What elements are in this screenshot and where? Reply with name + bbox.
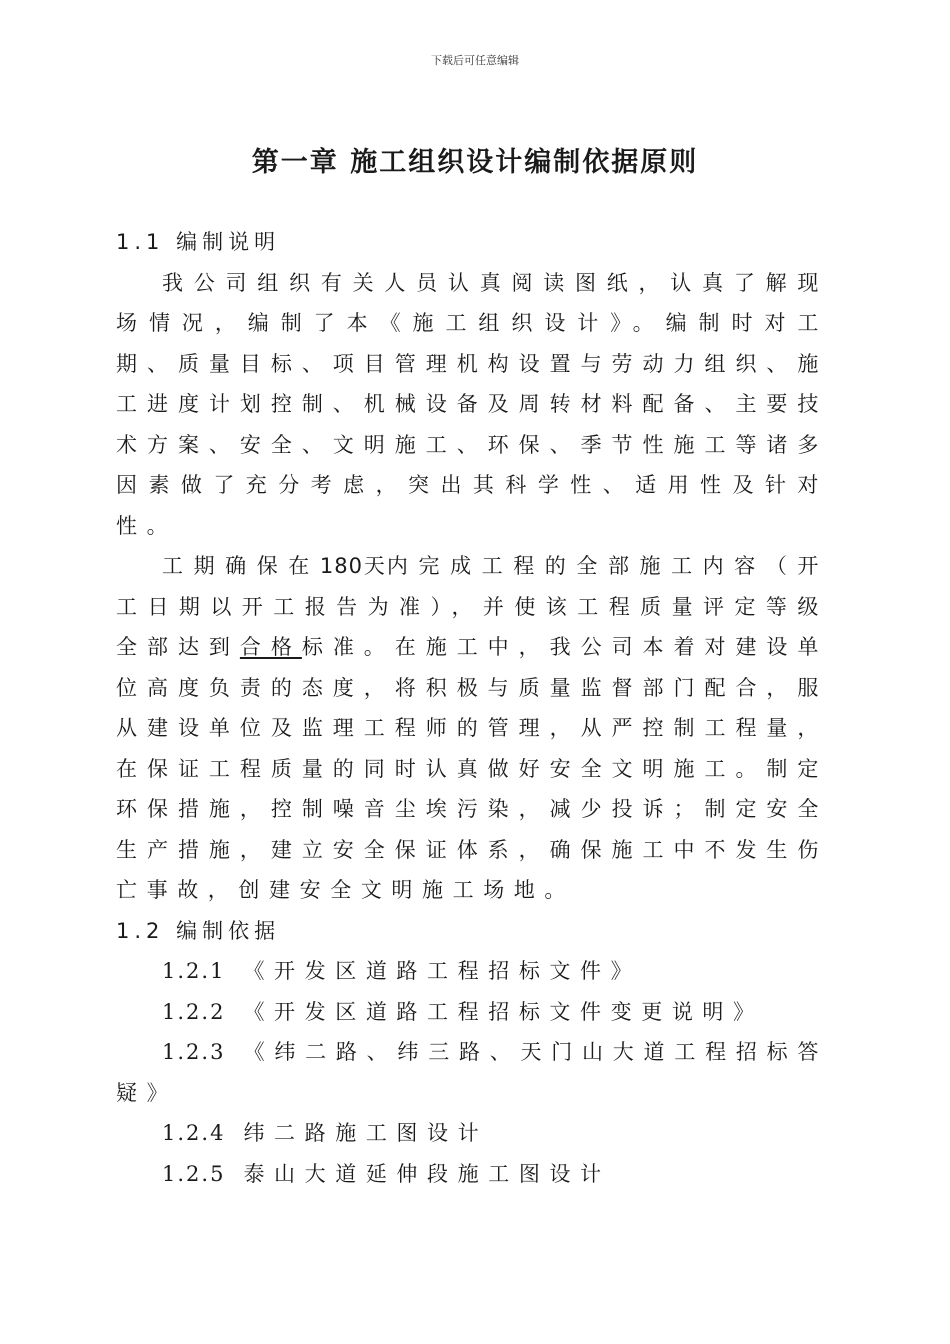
para2-text-1: 工期确保在	[162, 554, 320, 578]
reference-text: 《纬二路、纬三路、天门山大道工程招标答疑》	[116, 1040, 828, 1105]
reference-item	[116, 1032, 828, 1113]
para2-text-2: 内完成工程的全部施工内容（开工日期以开工报告为准），并使该工程质量评定等级全部达到	[116, 554, 828, 659]
reference-item	[116, 992, 828, 1033]
reference-item	[116, 1154, 828, 1195]
reference-number: 1.2.1	[162, 959, 226, 983]
reference-text: 《开发区道路工程招标文件变更说明》	[243, 999, 764, 1024]
reference-number: 1.2.4	[162, 1121, 226, 1145]
reference-item	[116, 1113, 828, 1154]
reference-item	[116, 951, 828, 992]
reference-text: 《开发区道路工程招标文件》	[243, 959, 642, 983]
section-heading-1-2: 1.2 编制依据	[116, 918, 281, 943]
paragraph-overview: 我公司组织有关人员认真阅读图纸，认真了解现场情况，编制了本《施工组织设计》。编制时对工期、质量目标、项目管理机构设置与劳动力组织、施工进度计划控制、机械设备及周转材料配备、主要技术方案、安全、文明施工、环保、季节性施工等诸多因素做了充分考虑，突出其科学性、适用性及针对性。	[116, 270, 828, 538]
reference-text: 纬二路施工图设计	[243, 1121, 489, 1145]
reference-number: 1.2.3	[162, 1040, 226, 1064]
page-header: 下载后可任意编辑	[431, 54, 519, 67]
reference-number: 1.2.2	[162, 999, 226, 1024]
quality-grade: 合格	[239, 635, 302, 659]
paragraph-schedule-quality	[116, 546, 828, 911]
duration-days: 180天	[319, 554, 387, 578]
para2-text-3: 标准。在施工中，我公司本着对建设单位高度负责的态度，将积极与质量监督部门配合，服从建设单位及监理工程师的管理，从严控制工程量，在保证工程质量的同时认真做好安全文明施工。制定环保措施，控制噪音尘埃污染，减少投诉；制定安全生产措施，建立安全保证体系，确保施工中不发生伤亡事故，创建安全文明施工场地。	[116, 635, 828, 902]
reference-text: 泰山大道延伸段施工图设计	[243, 1161, 611, 1186]
section-heading-1-1: 1.1 编制说明	[116, 230, 281, 254]
document-body	[116, 222, 828, 1194]
reference-number: 1.2.5	[162, 1161, 226, 1186]
chapter-title: 第一章 施工组织设计编制依据原则	[251, 147, 699, 178]
